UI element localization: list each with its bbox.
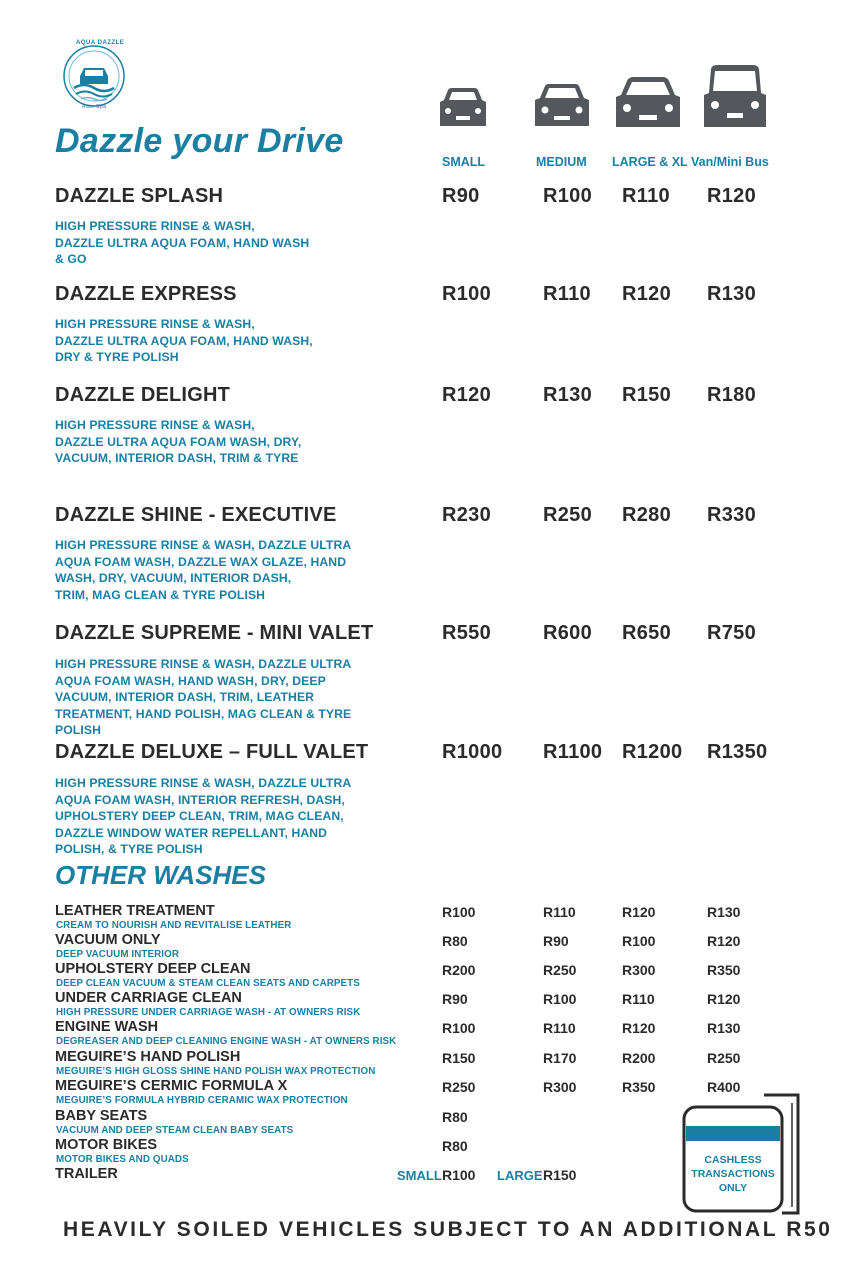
other-price-medium: R90 — [543, 933, 569, 949]
service-price-small: R1000 — [442, 741, 503, 763]
desc-line: DRY & TYRE POLISH — [55, 350, 179, 364]
other-item-name: UNDER CARRIAGE CLEAN — [55, 990, 242, 1006]
desc-line: HIGH PRESSURE RINSE & WASH, DAZZLE ULTRA — [55, 538, 352, 552]
other-item-sub: HIGH PRESSURE UNDER CARRIAGE WASH - AT OWNERS RISK — [56, 1007, 361, 1018]
service-description — [55, 316, 313, 366]
cashless-text: CASHLESS TRANSACTIONS ONLY — [691, 1154, 775, 1194]
other-item-sub: DEEP VACUUM INTERIOR — [56, 949, 180, 960]
other-price-medium: R300 — [543, 1079, 577, 1095]
service-price-small: R550 — [442, 622, 492, 644]
service-title: DAZZLE SHINE - EXECUTIVE — [55, 504, 337, 526]
other-price-medium: R110 — [543, 904, 576, 920]
other-item-sub: DEEP CLEAN VACUUM & STEAM CLEAN SEATS AND CARPETS — [56, 978, 360, 989]
service-description — [55, 775, 351, 858]
vehicle-van — [700, 63, 770, 131]
other-item-sub: MEGUIRE’S HIGH GLOSS SHINE HAND POLISH WAX PROTECTION — [56, 1066, 376, 1077]
other-price-small: R80 — [442, 933, 468, 949]
service-price-van: R180 — [707, 384, 757, 406]
trailer-small-price: R100 — [442, 1167, 476, 1183]
other-price-van: R120 — [707, 933, 741, 949]
service-title: DAZZLE SPLASH — [55, 185, 224, 207]
service-description — [55, 537, 351, 603]
other-item-sub: VACUUM AND DEEP STEAM CLEAN BABY SEATS — [56, 1125, 294, 1136]
desc-line: DAZZLE ULTRA AQUA FOAM WASH, DRY, — [55, 434, 302, 449]
other-price-medium: R170 — [543, 1050, 577, 1066]
other-price-small: R100 — [442, 1020, 476, 1036]
vehicle-label-van: Van/Mini Bus — [691, 155, 769, 169]
other-price-van: R130 — [707, 1020, 741, 1036]
service-price-medium: R600 — [543, 622, 593, 644]
other-item-name: VACUUM ONLY — [55, 932, 161, 948]
service-price-medium: R110 — [543, 283, 591, 305]
service-price-small: R230 — [442, 504, 492, 526]
service-price-van: R750 — [707, 622, 757, 644]
other-price-medium: R100 — [543, 991, 577, 1007]
service-price-small: R120 — [442, 384, 492, 406]
service-price-van: R1350 — [707, 741, 768, 763]
desc-line: HIGH PRESSURE RINSE & WASH, — [55, 219, 255, 233]
other-item-name: MEGUIRE’S HAND POLISH — [55, 1049, 241, 1065]
other-price-small: R250 — [442, 1079, 476, 1095]
trailer-small-label: SMALL — [397, 1168, 442, 1183]
other-item-name: BABY SEATS — [55, 1108, 148, 1124]
other-price-large: R100 — [622, 933, 656, 949]
service-title: DAZZLE EXPRESS — [55, 283, 237, 305]
other-price-small: R100 — [442, 904, 476, 920]
service-description — [55, 218, 309, 268]
other-price-small: R90 — [442, 991, 468, 1007]
service-description — [55, 656, 351, 739]
desc-line: AQUA FOAM WASH, HAND WASH, DRY, DEEP — [55, 673, 326, 688]
desc-line: HIGH PRESSURE RINSE & WASH, — [55, 317, 255, 331]
vehicle-label-small: SMALL — [442, 155, 486, 169]
vehicle-label-medium: MEDIUM — [536, 155, 587, 169]
van-icon — [701, 63, 769, 131]
service-price-large: R120 — [622, 283, 672, 305]
other-price-van: R120 — [707, 991, 741, 1007]
service-price-large: R650 — [622, 622, 672, 644]
desc-line: HIGH PRESSURE RINSE & WASH, — [55, 418, 255, 432]
desc-line: POLISH, & TYRE POLISH — [55, 842, 203, 856]
desc-line: & GO — [55, 252, 87, 266]
service-price-van: R130 — [707, 283, 757, 305]
desc-line: TREATMENT, HAND POLISH, MAG CLEAN & TYRE — [55, 706, 352, 721]
vehicle-small — [434, 86, 492, 130]
service-price-medium: R100 — [543, 185, 593, 207]
other-item-name: MOTOR BIKES — [55, 1137, 158, 1153]
tagline: Dazzle your Drive — [55, 122, 344, 160]
service-price-large: R1200 — [622, 741, 683, 763]
other-price-small: R80 — [442, 1138, 468, 1154]
other-price-large: R120 — [622, 904, 656, 920]
vehicle-medium — [531, 82, 593, 130]
other-washes-heading: OTHER WASHES — [55, 860, 266, 890]
other-price-medium: R250 — [543, 962, 577, 978]
service-price-van: R330 — [707, 504, 757, 526]
desc-line: POLISH — [55, 723, 101, 737]
other-item-name: MEGUIRE’S CERMIC FORMULA X — [55, 1078, 288, 1094]
other-price-large: R300 — [622, 962, 656, 978]
desc-line: DAZZLE WINDOW WATER REPELLANT, HAND — [55, 825, 328, 840]
service-price-large: R150 — [622, 384, 672, 406]
other-price-small: R80 — [442, 1109, 468, 1125]
other-price-large: R120 — [622, 1020, 656, 1036]
desc-line: DAZZLE ULTRA AQUA FOAM, HAND WASH — [55, 235, 310, 250]
logo-text: AQUA DAZZLE — [76, 40, 125, 46]
other-item-sub: MEGUIRE’S FORMULA HYBRID CERAMIC WAX PROTECTION — [56, 1095, 348, 1106]
other-price-small: R150 — [442, 1050, 476, 1066]
desc-line: AQUA FOAM WASH, INTERIOR REFRESH, DASH, — [55, 792, 345, 807]
brand-logo — [52, 42, 136, 110]
desc-line: VACUUM, INTERIOR DASH, TRIM, LEATHER — [55, 690, 315, 704]
other-item-sub: MOTOR BIKES AND QUADS — [56, 1154, 189, 1165]
other-item-sub: DEGREASER AND DEEP CLEANING ENGINE WASH - AT OWNERS RISK — [56, 1036, 397, 1047]
service-price-small: R100 — [442, 283, 492, 305]
small-car-icon — [436, 86, 490, 130]
other-price-large: R200 — [622, 1050, 656, 1066]
desc-line: DAZZLE ULTRA AQUA FOAM, HAND WASH, — [55, 333, 313, 348]
trailer-large-price: R150 — [543, 1167, 577, 1183]
desc-line: AQUA FOAM WASH, DAZZLE WAX GLAZE, HAND — [55, 554, 347, 569]
service-title: DAZZLE DELUXE – FULL VALET — [55, 741, 369, 763]
logo-emblem-icon — [52, 42, 136, 110]
other-item-name: ENGINE WASH — [55, 1019, 159, 1035]
service-description — [55, 417, 301, 467]
other-price-small: R200 — [442, 962, 476, 978]
service-price-medium: R1100 — [543, 741, 603, 763]
other-price-large: R110 — [622, 991, 655, 1007]
trailer-name: TRAILER — [55, 1166, 118, 1182]
service-price-van: R120 — [707, 185, 757, 207]
cashless-badge — [682, 1093, 800, 1216]
vehicle-large — [612, 75, 684, 131]
other-price-van: R350 — [707, 962, 741, 978]
footer-notice: HEAVILY SOILED VEHICLES SUBJECT TO AN ADDITIONAL R50 — [63, 1218, 833, 1241]
desc-line: HIGH PRESSURE RINSE & WASH, DAZZLE ULTRA — [55, 776, 352, 790]
desc-line: TRIM, MAG CLEAN & TYRE POLISH — [55, 587, 266, 602]
desc-line: VACUUM, INTERIOR DASH, TRIM & TYRE — [55, 451, 299, 465]
desc-line: UPHOLSTERY DEEP CLEAN, TRIM, MAG CLEAN, — [55, 809, 344, 823]
other-price-van: R250 — [707, 1050, 741, 1066]
logo-subtext: Auto Spa — [82, 104, 107, 110]
vehicle-label-large: LARGE & XL — [612, 155, 688, 169]
trailer-large-label: LARGE — [497, 1168, 543, 1183]
medium-car-icon — [532, 82, 592, 130]
other-price-van: R130 — [707, 904, 741, 920]
other-item-sub: CREAM TO NOURISH AND REVITALISE LEATHER — [56, 920, 292, 931]
service-price-large: R110 — [622, 185, 670, 207]
service-price-small: R90 — [442, 185, 480, 207]
service-price-medium: R250 — [543, 504, 593, 526]
service-price-large: R280 — [622, 504, 672, 526]
large-car-icon — [613, 75, 683, 131]
service-price-medium: R130 — [543, 384, 593, 406]
other-price-medium: R110 — [543, 1020, 576, 1036]
desc-line: WASH, DRY, VACUUM, INTERIOR DASH, — [55, 571, 292, 585]
service-title: DAZZLE SUPREME - MINI VALET — [55, 622, 374, 644]
service-title: DAZZLE DELIGHT — [55, 384, 231, 406]
desc-line: HIGH PRESSURE RINSE & WASH, DAZZLE ULTRA — [55, 657, 352, 671]
other-item-name: LEATHER TREATMENT — [55, 903, 215, 919]
other-price-large: R350 — [622, 1079, 656, 1095]
other-item-name: UPHOLSTERY DEEP CLEAN — [55, 961, 251, 977]
other-price-van: R400 — [707, 1079, 741, 1095]
